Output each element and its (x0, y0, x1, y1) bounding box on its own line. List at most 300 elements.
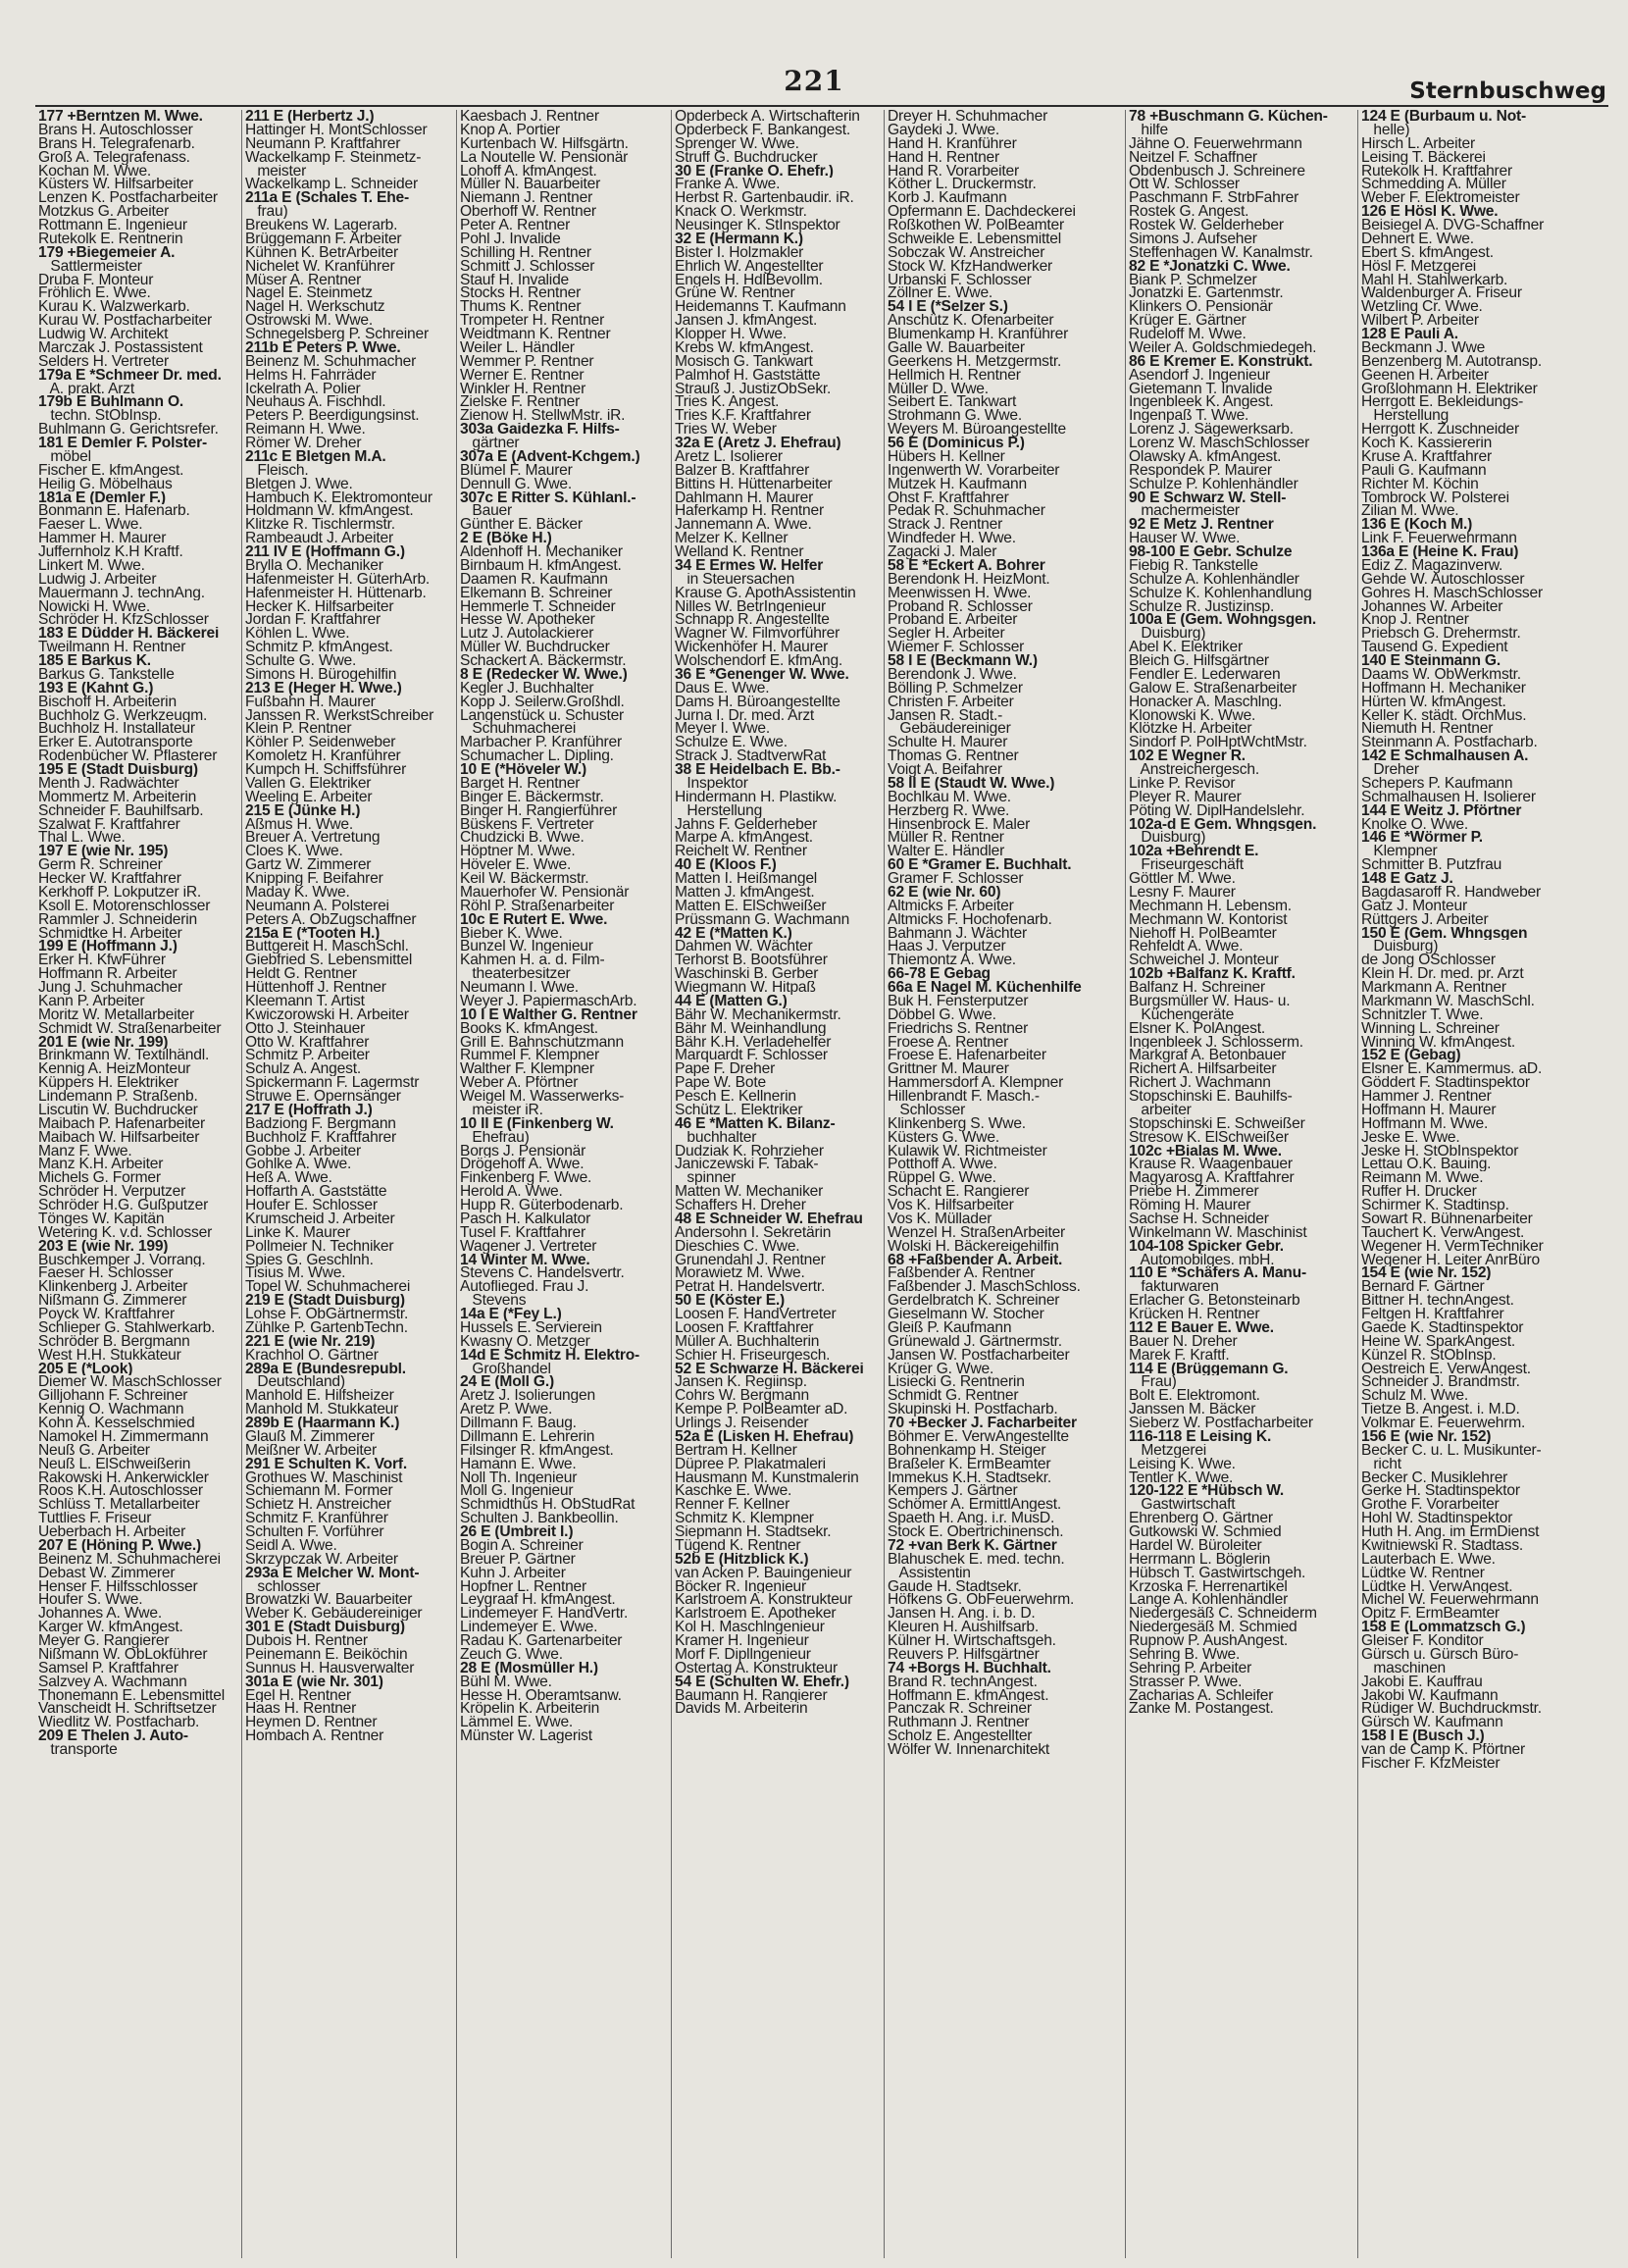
resident-entry: Künzel R. StObInsp. (1361, 1348, 1497, 1363)
resident-entry: Büskens F. Vertreter (460, 817, 594, 832)
resident-entry: Ingenpaß T. Wwe. (1129, 409, 1249, 424)
resident-entry: Schmidthüs H. ObStudRat (460, 1498, 636, 1513)
resident-entry: Hoffmann E. kfmAngest. (888, 1688, 1049, 1703)
resident-entry: Schulten F. Vorführer (245, 1525, 384, 1539)
resident-entry: Wagner W. Filmvorführer (675, 627, 840, 642)
resident-entry: Autoflieged. Frau J. (460, 1280, 589, 1295)
resident-entry: Galle W. Bauarbeiter (888, 340, 1025, 355)
resident-entry: Maibach W. Hilfsarbeiter (38, 1130, 200, 1145)
house-number-entry: 177 +Berntzen M. Wwe. (38, 110, 203, 124)
resident-entry: Gohres H. MaschSchlosser (1361, 586, 1543, 600)
resident-entry: Kwiczorowski H. Arbeiter (245, 1007, 409, 1022)
resident-entry: Wiemer F. Schlosser (888, 641, 1025, 654)
house-number-entry: 102c +Bialas M. Wwe. (1129, 1144, 1282, 1159)
resident-entry: Lämmel E. Wwe. (460, 1716, 574, 1730)
resident-entry: Abel K. Elektriker (1129, 641, 1243, 654)
resident-entry: Hirsch L. Arbeiter (1361, 136, 1475, 151)
house-number-entry: 52b E (Hitzblick K.) (675, 1552, 809, 1567)
resident-entry: Schweichel J. Monteur (1129, 954, 1279, 968)
resident-entry: spinner (675, 1171, 737, 1186)
resident-entry: Markmann W. MaschSchl. (1361, 994, 1535, 1008)
resident-entry: Jordan F. Kraftfahrer (245, 613, 381, 628)
resident-entry: Bischoff H. Arbeiterin (38, 695, 177, 709)
resident-entry: Schnitzler T. Wwe. (1361, 1007, 1484, 1022)
house-number-entry: 128 E Pauli A. (1361, 328, 1458, 341)
resident-entry: Neuhaus A. Fischhdl. (245, 395, 386, 410)
house-number-entry: 179b E Buhlmann O. (38, 395, 184, 410)
resident-entry: Dillmann E. Lehrerin (460, 1429, 595, 1444)
resident-entry: Huth H. Ang. im ErmDienst (1361, 1525, 1540, 1539)
resident-entry: Stauf H. Invalide (460, 273, 570, 287)
resident-entry: Egel H. Rentner (245, 1688, 351, 1703)
resident-entry: Houfer E. Schlosser (245, 1199, 378, 1212)
resident-entry: Tügend K. Rentner (675, 1538, 801, 1553)
resident-entry: Voigt A. Beifahrer (888, 763, 1002, 777)
resident-entry: Diemer W. MaschSchlosser (38, 1375, 222, 1390)
resident-entry: Selders H. Vertreter (38, 354, 169, 369)
resident-entry: Schmidt G. Rentner (888, 1389, 1019, 1404)
resident-entry: Kleuren H. Aushilfsarb. (888, 1621, 1040, 1634)
resident-entry: Bolt E. Elektromont. (1129, 1389, 1260, 1404)
resident-entry: Klitzke R. Tischlermstr. (245, 518, 395, 533)
resident-entry: Hausmann M. Kunstmalerin (675, 1470, 859, 1485)
resident-entry: Wemmer P. Rentner (460, 354, 594, 369)
resident-entry: gärtner (460, 437, 520, 450)
resident-entry: Bähr M. Weinhandlung (675, 1021, 827, 1036)
resident-entry: Strauß J. JustizObSekr. (675, 382, 832, 396)
resident-entry: Matten J. kfmAngest. (675, 885, 815, 900)
resident-entry: Weeling E. Arbeiter (245, 790, 373, 804)
resident-entry: Gehde W. Autoschlosser (1361, 572, 1525, 587)
house-number-entry: 301a E (wie Nr. 301) (245, 1675, 383, 1689)
resident-entry: Schulte H. Maurer (888, 736, 1008, 750)
resident-entry: Jähne O. Feuerwehrmann (1129, 136, 1302, 151)
resident-entry: Gieselmann W. Stocher (888, 1308, 1044, 1321)
house-number-entry: 30 E (Franke O. Ehefr.) (675, 164, 834, 179)
resident-entry: Stopschinski E. Bauhilfs- (1129, 1090, 1293, 1104)
resident-entry: Debast W. Zimmerer (38, 1566, 176, 1580)
resident-entry: Geerkens H. Metzgermstr. (888, 354, 1062, 369)
house-number-entry: 58 E *Eckert A. Bohrer (888, 558, 1045, 573)
resident-entry: Loosen F. HandVertreter (675, 1308, 837, 1321)
resident-entry: Kohn A. Kesselschmied (38, 1417, 195, 1430)
resident-entry: Dillmann F. Baug. (460, 1417, 577, 1430)
resident-entry: Markmann A. Rentner (1361, 981, 1506, 995)
resident-entry: Schulze R. Justizinsp. (1129, 599, 1275, 614)
resident-entry: Maibach P. Hafenarbeiter (38, 1116, 206, 1131)
resident-entry: Hand H. Kranführer (888, 136, 1017, 151)
resident-entry: Marek F. Kraftf. (1129, 1348, 1230, 1363)
resident-entry: Müller A. Buchhalterin (675, 1334, 820, 1349)
resident-entry: Dreher (1361, 763, 1419, 777)
resident-entry: Strasser P. Wwe. (1129, 1675, 1243, 1689)
directory-column (242, 110, 457, 2258)
resident-entry: Klinkers O. Pensionär (1129, 300, 1273, 315)
resident-entry: Tönges W. Kapitän (38, 1211, 165, 1226)
resident-entry: Küchengeräte (1129, 1007, 1235, 1022)
resident-entry: Priebe H. Zimmerer (1129, 1185, 1259, 1199)
resident-entry: Pöting W. DiplHandelslehr. (1129, 803, 1305, 818)
resident-entry: Göddert F. Stadtinspektor (1361, 1076, 1530, 1090)
resident-entry: Röming H. Maurer (1129, 1199, 1251, 1212)
resident-entry: Ksoll E. Motorenschlosser (38, 899, 211, 913)
resident-entry: Berendonk H. HeizMont. (888, 572, 1050, 587)
resident-entry: Leygraaf H. kfmAngest. (460, 1593, 616, 1608)
resident-entry: Stock E. Obertrichinensch. (888, 1525, 1064, 1539)
resident-entry: Lindemeyer F. HandVertr. (460, 1607, 629, 1622)
resident-entry: Nichelet W. Kranführer (245, 259, 395, 274)
resident-entry: Panczak R. Schreiner (888, 1702, 1032, 1717)
house-number-entry: 142 E Schmalhausen A. (1361, 749, 1529, 763)
resident-entry: Pohl J. Invalide (460, 232, 561, 246)
resident-entry: Großlohmann H. Elektriker (1361, 382, 1538, 396)
resident-entry: Gobbe J. Arbeiter (245, 1144, 361, 1159)
resident-entry: Welland K. Rentner (675, 545, 804, 559)
resident-entry: Tries K.F. Kraftfahrer (675, 409, 811, 424)
resident-entry: Erker H. KfwFührer (38, 954, 166, 968)
resident-entry: Stopschinski E. Schweißer (1129, 1116, 1305, 1131)
resident-entry: Aretz P. Wwe. (460, 1403, 553, 1417)
resident-entry: Ickelrath A. Polier (245, 382, 361, 396)
house-number-entry: 98-100 E Gebr. Schulze (1129, 545, 1293, 559)
resident-entry: Krause G. ApothAssistentin (675, 586, 856, 600)
resident-entry: Lisiecki G. Rentnerin (888, 1375, 1025, 1390)
resident-entry: Balzer B. Kraftfahrer (675, 463, 810, 478)
resident-entry: Fleisch. (245, 463, 309, 478)
resident-entry: Palmhof H. Gaststätte (675, 368, 821, 383)
resident-entry: Ehefrau) (460, 1130, 530, 1145)
resident-entry: Gartz W. Zimmerer (245, 858, 372, 872)
resident-entry: Pesch E. Kellnerin (675, 1090, 796, 1104)
resident-entry: Schacht E. Rangierer (888, 1185, 1030, 1199)
house-number-entry: 209 E Thelen J. Auto- (38, 1729, 188, 1743)
resident-entry: Jansen H. Ang. i. b. D. (888, 1607, 1036, 1622)
page-number: 221 (784, 65, 844, 97)
resident-entry: Breukens W. Lagerarb. (245, 219, 398, 232)
resident-entry: Weyer J. PapiermaschArb. (460, 994, 637, 1008)
resident-entry: Sattlermeister (38, 259, 142, 274)
resident-entry: Wackelkamp F. Steinmetz- (245, 150, 422, 165)
resident-entry: Schmitz P. Arbeiter (245, 1049, 370, 1063)
resident-entry: Peinemann E. Beiköchin (245, 1647, 408, 1662)
house-number-entry: 126 E Hösl K. Wwe. (1361, 205, 1499, 219)
resident-entry: Hamann E. Wwe. (460, 1457, 577, 1471)
resident-entry: Dubois H. Rentner (245, 1634, 368, 1648)
resident-entry: Ueberbach H. Arbeiter (38, 1525, 186, 1539)
resident-entry: Kann P. Arbeiter (38, 994, 145, 1008)
resident-entry: Daus E. Wwe. (675, 681, 770, 696)
resident-entry: Werner E. Rentner (460, 368, 585, 383)
house-number-entry: 10c E Rutert E. Wwe. (460, 912, 608, 927)
resident-entry: Krzoska F. Herrenartikel (1129, 1579, 1288, 1594)
resident-entry: Tentler K. Wwe. (1129, 1470, 1234, 1485)
resident-entry: Hopfner L. Rentner (460, 1579, 587, 1594)
resident-entry: Hübsch T. Gastwirtschgeh. (1129, 1566, 1306, 1580)
resident-entry: Duisburg) (1361, 940, 1439, 954)
resident-entry: Erlacher G. Betonsteinarb (1129, 1294, 1300, 1308)
resident-entry: Dieschies C. Wwe. (675, 1239, 800, 1254)
resident-entry: Schulze K. Kohlenhandlung (1129, 586, 1312, 600)
resident-entry: Hafenmeister H. Hüttenarb. (245, 586, 427, 600)
house-number-entry: 104-108 Spicker Gebr. (1129, 1239, 1284, 1254)
resident-entry: Bittins H. Hüttenarbeiter (675, 477, 833, 491)
resident-entry: Hammer J. Rentner (1361, 1090, 1492, 1104)
resident-entry: Ehrenberg O. Gärtner (1129, 1512, 1273, 1525)
resident-entry: Szalwat F. Kraftfahrer (38, 817, 180, 832)
resident-entry: Schepers P. Kaufmann (1361, 776, 1513, 791)
resident-entry: Hand R. Vorarbeiter (888, 164, 1020, 179)
house-number-entry: 207 E (Höning P. Wwe.) (38, 1538, 202, 1553)
resident-entry: Koch K. Kassiererin (1361, 437, 1493, 450)
resident-entry: Weidtmann K. Rentner (460, 328, 611, 341)
resident-entry: Segler H. Arbeiter (888, 627, 1005, 642)
resident-entry: Peters A. ObZugschaffner (245, 912, 417, 927)
house-number-entry: 36 E *Genenger W. Wwe. (675, 667, 849, 682)
house-number-entry: 102b +Balfanz K. Kraftf. (1129, 967, 1296, 981)
resident-entry: Kopp J. Seilerw.Großhdl. (460, 695, 625, 709)
resident-entry: Ehrlich W. Angestellter (675, 259, 824, 274)
resident-entry: Kruse A. Kraftfahrer (1361, 449, 1492, 464)
resident-entry: Fischer F. KfzMeister (1361, 1756, 1501, 1771)
resident-entry: Vallen G. Elektriker (245, 776, 372, 791)
resident-entry: machermeister (1129, 504, 1240, 519)
resident-entry: Rummel F. Klempner (460, 1049, 599, 1063)
resident-entry: Zühlke P. GartenbTechn. (245, 1320, 408, 1335)
resident-entry: Hinsenbrock E. Maler (888, 817, 1031, 832)
house-number-entry: 56 E (Dominicus P.) (888, 437, 1025, 450)
resident-entry: Aretz J. Isolierungen (460, 1389, 595, 1404)
resident-entry: Brinkmann W. Textilhändl. (38, 1049, 210, 1063)
house-number-entry: 221 E (wie Nr. 219) (245, 1334, 376, 1349)
resident-entry: Janssen M. Bäcker (1129, 1403, 1256, 1417)
resident-entry: Jurna I. Dr. med. Arzt (675, 708, 815, 723)
resident-entry: Duisburg) (1129, 627, 1206, 642)
resident-entry: Thal L. Wwe. (38, 831, 126, 846)
resident-entry: Faeser H. Schlosser (38, 1266, 174, 1281)
resident-entry: Krüger G. Wwe. (888, 1362, 994, 1376)
resident-entry: Heß A. Wwe. (245, 1171, 332, 1186)
resident-entry: Wagener J. Vertreter (460, 1239, 597, 1254)
resident-entry: Grothe F. Vorarbeiter (1361, 1498, 1500, 1513)
resident-entry: Becker C. Musiklehrer (1361, 1470, 1508, 1485)
resident-entry: Chudzicki B. Wwe. (460, 831, 585, 846)
resident-entry: Zilian M. Wwe. (1361, 504, 1459, 519)
resident-entry: Haferkamp H. Rentner (675, 504, 824, 519)
resident-entry: Schiemann M. Former (245, 1484, 393, 1499)
resident-entry: Sunnus H. Hausverwalter (245, 1661, 415, 1675)
resident-entry: Herbst R. Gartenbaudir. iR. (675, 191, 854, 206)
resident-entry: Dams H. Büroangestellte (675, 695, 840, 709)
resident-entry: Brand R. technAngest. (888, 1675, 1038, 1689)
resident-entry: Engels H. HdlBevollm. (675, 273, 823, 287)
resident-entry: Schmitt J. Schlosser (460, 259, 595, 274)
resident-entry: Sobczak W. Anstreicher (888, 245, 1045, 260)
resident-entry: Röhl P. Straßenarbeiter (460, 899, 615, 913)
resident-entry: Kerkhoff P. Lokputzer iR. (38, 885, 202, 900)
resident-entry: Pape F. Dreher (675, 1062, 776, 1077)
resident-entry: Küsters W. Hilfsarbeiter (38, 178, 194, 192)
resident-entry: Fiebig R. Tankstelle (1129, 558, 1258, 573)
resident-entry: Ruthmann J. Rentner (888, 1716, 1030, 1730)
resident-entry: Link F. Feuerwehrmann (1361, 532, 1517, 545)
resident-entry: Kramer H. Ingenieur (675, 1634, 809, 1648)
resident-entry: Froese A. Rentner (888, 1035, 1009, 1050)
house-number-entry: 181a E (Demler F.) (38, 490, 166, 505)
resident-entry: Fußbahn H. Maurer (245, 695, 376, 709)
resident-entry: Mosisch G. Tankwart (675, 354, 813, 369)
resident-entry: Volkmar E. Feuerwehrm. (1361, 1417, 1526, 1430)
house-number-entry: 10 I E Walther G. Rentner (460, 1007, 637, 1022)
resident-entry: Birnbaum H. kfmAngest. (460, 558, 622, 573)
resident-entry: Niemuth H. Rentner (1361, 722, 1494, 737)
resident-entry: Trompeter H. Rentner (460, 314, 605, 328)
resident-entry: Mauermann J. technAng. (38, 586, 205, 600)
house-number-entry: 40 E (Kloos F.) (675, 858, 777, 872)
resident-entry: theaterbesitzer (460, 967, 571, 981)
resident-entry: Struwe E. Opernsänger (245, 1090, 401, 1104)
resident-entry: Jansen R. Stadt.- (888, 708, 1003, 723)
house-number-entry: 102a-d E Gem. Whngsgen. (1129, 817, 1317, 832)
resident-entry: helle) (1361, 123, 1410, 137)
directory-columns (35, 110, 1608, 2258)
resident-entry: Thonemann E. Lebensmittel (38, 1688, 226, 1703)
resident-entry: Immekus K.H. Stadtsekr. (888, 1470, 1051, 1485)
resident-entry: Stevens C. Handelsvertr. (460, 1266, 625, 1281)
resident-entry: Faeser L. Wwe. (38, 518, 143, 533)
resident-entry: Bletgen J. Wwe. (245, 477, 353, 491)
resident-entry: Skrzypczak W. Arbeiter (245, 1552, 398, 1567)
resident-entry: Hoffmann H. Maurer (1361, 1103, 1497, 1117)
resident-entry: Krachhol O. Gärtner (245, 1348, 379, 1363)
house-number-entry: 72 +van Berk K. Gärtner (888, 1538, 1057, 1553)
resident-entry: Biank P. Schmelzer (1129, 273, 1257, 287)
resident-entry: Schmitz K. Klempner (675, 1512, 814, 1525)
house-number-entry: 66a E Nagel M. Küchenhilfe (888, 981, 1082, 995)
house-number-entry: 120-122 E *Hübsch W. (1129, 1484, 1285, 1499)
house-number-entry: 112 E Bauer E. Wwe. (1129, 1320, 1274, 1335)
resident-entry: Noll Th. Ingenieur (460, 1470, 578, 1485)
resident-entry: Hürten W. kfmAngest. (1361, 695, 1506, 709)
resident-entry: Buk H. Fensterputzer (888, 994, 1029, 1008)
resident-entry: Höveler E. Wwe. (460, 858, 572, 872)
resident-entry: Ostertag A. Konstrukteur (675, 1661, 838, 1675)
resident-entry: Cohrs W. Bergmann (675, 1389, 809, 1404)
resident-entry: Schömer A. ErmittlAngest. (888, 1498, 1061, 1513)
resident-entry: Rostek W. Gelderheber (1129, 219, 1284, 232)
resident-entry: Lutz J. Autolackierer (460, 627, 594, 642)
resident-entry: Haas J. Verputzer (888, 940, 1006, 954)
resident-entry: Schulz M. Wwe. (1361, 1389, 1468, 1404)
resident-entry: Hillenbrandt F. Masch.- (888, 1090, 1040, 1104)
resident-entry: Druba F. Monteur (38, 273, 154, 287)
resident-entry: Ohst F. Kraftfahrer (888, 490, 1009, 505)
resident-entry: Hoffmann M. Wwe. (1361, 1116, 1489, 1131)
resident-entry: Metzgerei (1129, 1443, 1207, 1458)
resident-entry: Hambuch K. Elektromonteur (245, 490, 432, 505)
resident-entry: Reimann M. Wwe. (1361, 1171, 1484, 1186)
house-number-entry: 203 E (wie Nr. 199) (38, 1239, 169, 1254)
resident-entry: Pedak R. Schuhmacher (888, 504, 1045, 519)
resident-entry: Elsner E. Kammermus. aD. (1361, 1062, 1543, 1077)
house-number-entry: 102a +Behrendt E. (1129, 845, 1259, 859)
resident-entry: Schneider J. Brandmstr. (1361, 1375, 1520, 1390)
resident-entry: Binger E. Bäckermstr. (460, 790, 604, 804)
house-number-entry: 158 E (Lommatzsch G.) (1361, 1621, 1526, 1634)
resident-entry: Weyers M. Büroangestellte (888, 423, 1066, 437)
resident-entry: Vos K. Müllader (888, 1211, 992, 1226)
resident-entry: Obdenbusch J. Schreinere (1129, 164, 1305, 179)
directory-column (457, 110, 672, 2258)
resident-entry: Langenstück u. Schuster (460, 708, 625, 723)
resident-entry: Walther F. Klempner (460, 1062, 594, 1077)
resident-entry: Kaesbach J. Rentner (460, 110, 599, 124)
resident-entry: Liscutin W. Buchdrucker (38, 1103, 198, 1117)
resident-entry: Rottmann E. Ingenieur (38, 219, 187, 232)
resident-entry: Benzenberg M. Autotransp. (1361, 354, 1542, 369)
resident-entry: Wickenhöfer H. Maurer (675, 641, 829, 654)
house-number-entry: 28 E (Mosmüller H.) (460, 1661, 598, 1675)
resident-entry: Hösl F. Metzgerei (1361, 259, 1477, 274)
resident-entry: Rupnow P. AushAngest. (1129, 1634, 1288, 1648)
resident-entry: Winning L. Schreiner (1361, 1021, 1500, 1036)
resident-entry: Schmitz P. kfmAngest. (245, 641, 393, 654)
resident-entry: hilfe (1129, 123, 1169, 137)
resident-entry: Kuhn J. Arbeiter (460, 1566, 566, 1580)
resident-entry: Großhandel (460, 1362, 551, 1376)
resident-entry: Wiedlitz W. Postfacharb. (38, 1716, 200, 1730)
house-number-entry: 62 E (wie Nr. 60) (888, 885, 1001, 900)
resident-entry: Stocks H. Rentner (460, 286, 582, 301)
house-number-entry: 211c E Bletgen M.A. (245, 449, 386, 464)
resident-entry: Altmicks F. Arbeiter (888, 899, 1014, 913)
resident-entry: Hohl W. Stadtinspektor (1361, 1512, 1513, 1525)
resident-entry: Oestreich E. VerwAngest. (1361, 1362, 1531, 1376)
resident-entry: Rehfeldt A. Wwe. (1129, 940, 1244, 954)
directory-column (672, 110, 885, 2258)
resident-entry: Gutkowski W. Schmied (1129, 1525, 1282, 1539)
resident-entry: Gohlke A. Wwe. (245, 1158, 352, 1172)
resident-entry: maschinen (1361, 1661, 1447, 1675)
resident-entry: Salzvey A. Wachmann (38, 1675, 187, 1689)
resident-entry: Knack O. Werkmstr. (675, 205, 807, 219)
resident-entry: Lohse F. ObGärtnermstr. (245, 1308, 409, 1321)
resident-entry: Kleemann T. Artist (245, 994, 365, 1008)
resident-entry: Schnapp R. Angestellte (675, 613, 830, 628)
resident-entry: Niemann J. Rentner (460, 191, 593, 206)
resident-entry: Daams W. ObWerkmstr. (1361, 667, 1521, 682)
resident-entry: Kahmen H. a. d. Film- (460, 954, 605, 968)
resident-entry: Braßeler K. ErmBeamter (888, 1457, 1051, 1471)
resident-entry: Tusel F. Kraftfahrer (460, 1225, 586, 1240)
resident-entry: Köhlen L. Wwe. (245, 627, 350, 642)
resident-entry: Bölling P. Schmelzer (888, 681, 1023, 696)
resident-entry: Wolschendorf E. kfmAng. (675, 654, 843, 668)
resident-entry: Brylla O. Mechaniker (245, 558, 383, 573)
resident-entry: Urbanski F. Schlosser (888, 273, 1032, 287)
resident-entry: Jannemann A. Wwe. (675, 518, 812, 533)
resident-entry: Opfermann E. Dachdeckerei (888, 205, 1076, 219)
resident-entry: Keil W. Bäckermstr. (460, 872, 589, 886)
house-number-entry: 8 E (Redecker W. Wwe.) (460, 667, 628, 682)
resident-entry: Froese E. Hafenarbeiter (888, 1049, 1046, 1063)
resident-entry: Weiler L. Händler (460, 340, 575, 355)
resident-entry: Komoletz H. Kranführer (245, 749, 401, 763)
resident-entry: Schlosser (888, 1103, 966, 1117)
resident-entry: Wilbert P. Arbeiter (1361, 314, 1479, 328)
resident-entry: Pape W. Bote (675, 1076, 766, 1090)
resident-entry: Blahuschek E. med. techn. (888, 1552, 1065, 1567)
resident-entry: Meyer I. Wwe. (675, 722, 771, 737)
